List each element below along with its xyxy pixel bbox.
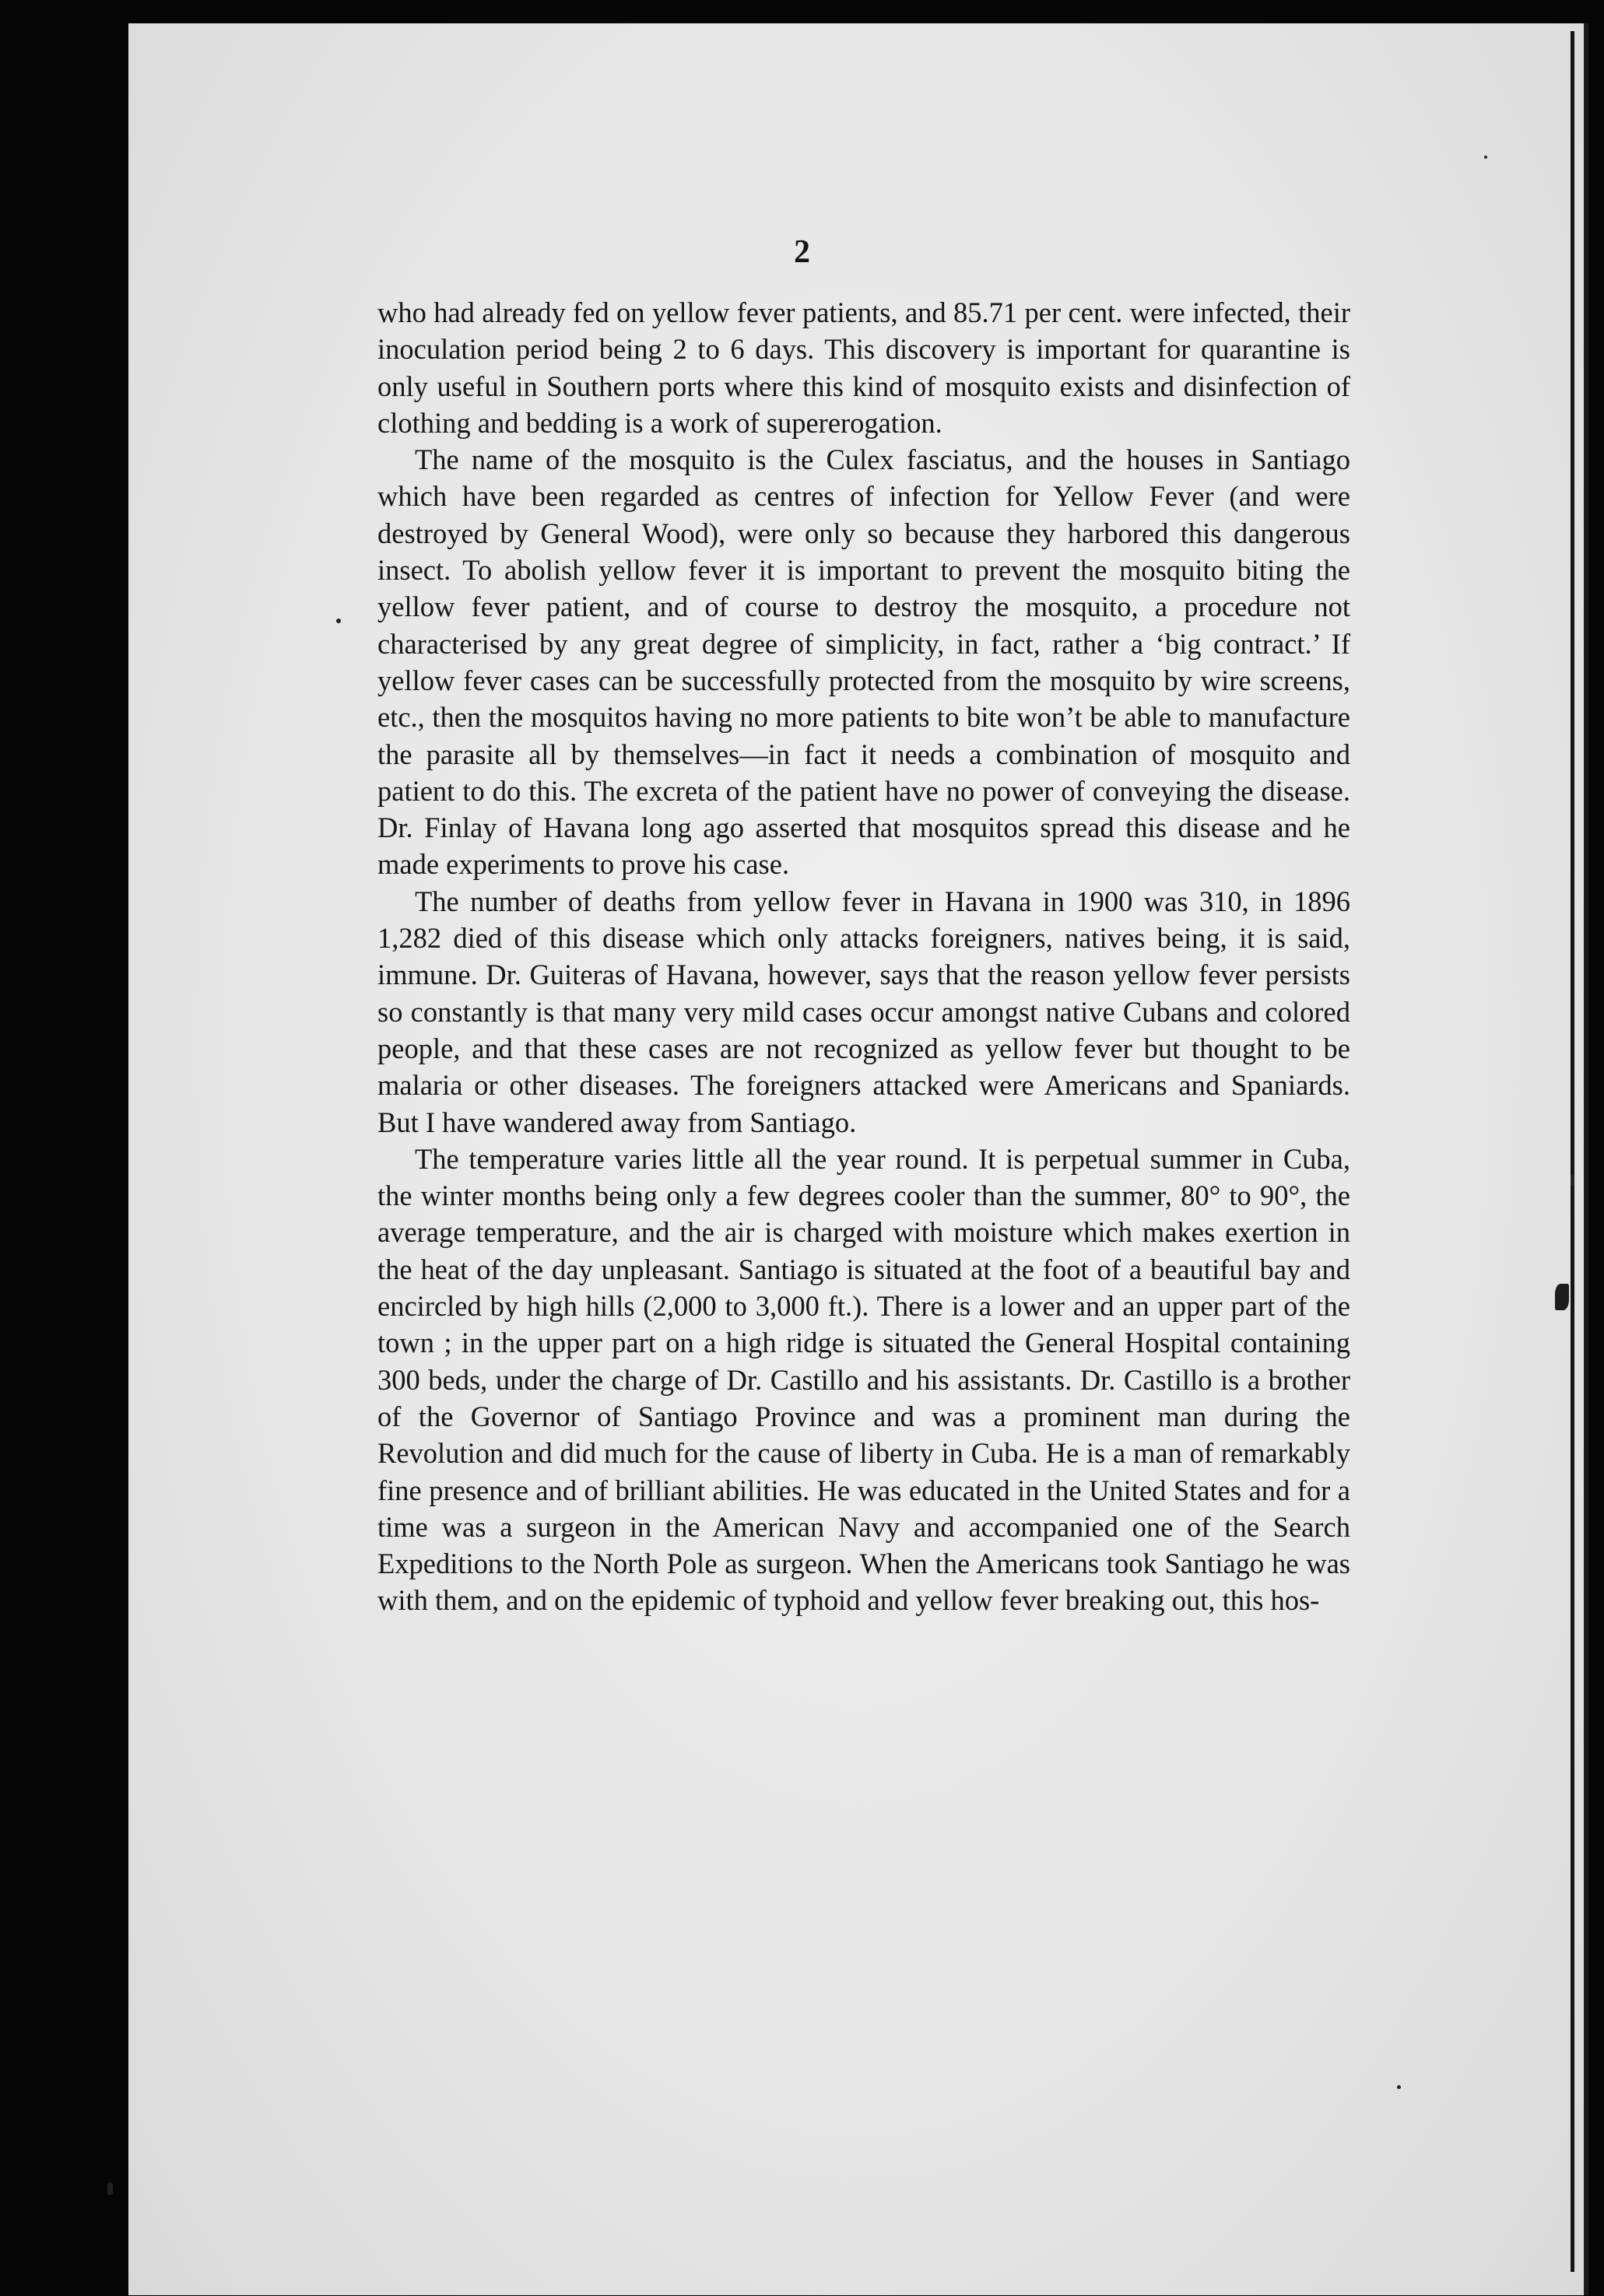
ink-speck [107, 2182, 113, 2195]
page-fold-line [1571, 31, 1574, 2272]
ink-speck [1555, 1284, 1569, 1310]
ink-speck [1484, 156, 1487, 159]
ink-speck [1397, 2085, 1401, 2089]
body-text [377, 294, 1350, 1619]
ink-speck [1571, 1175, 1574, 1186]
ink-speck [336, 619, 341, 623]
paragraph-2: The name of the mosquito is the Culex fasciatus, and the houses in Santiago which have been regarded as centres of infection for Yellow Fever (and were destroyed by General Wood), were only so because they harbored this dangerous insect. To abolish yellow fever it is important to prevent the mosquito biting the yellow fever patient, and of course to destroy the mosquito, a procedure not characterised by any great degree of simplicity, in fact, rather a ‘big contract.’ If yellow fever cases can be successfully protected from the mosquito by wire screens, etc., then the mosquitos having no more patients to bite won’t be able to manufacture the parasite all by themselves—in fact it needs a combination of mosquito and patient to do this. The excreta of the patient have no power of conveying the disease. Dr. Finlay of Havana long ago asserted that mosquitos spread this disease and he made experiments to prove his case. [377, 443, 1350, 881]
page-number: 2 [794, 234, 810, 270]
paragraph-3: The number of deaths from yellow fever in Havana in 1900 was 310, in 1896 1,282 died of this disease which only attacks foreigners, natives being, it is said, immune. Dr. Guiteras of Havana, however, says that the reason yellow fever persists so constantly is that many very mild cases occur amongst native Cubans and colored people, and that these cases are not recognized as yellow fever but thought to be malaria or other diseases. The foreigners attacked were Americans and Spaniards. But I have wandered away from Santiago. [377, 885, 1350, 1138]
paragraph-1: who had already fed on yellow fever patients, and 85.71 per cent. were infected, their inoculation period being 2 to 6 days. This discovery is important for quarantine is only useful in Southern ports where this kind of mosquito exists and disinfection of clothing and bedding is a work of supererogation. [377, 296, 1350, 439]
paragraph-4: The temperature varies little all the year round. It is perpetual summer in Cuba, the winter months being only a few degrees cooler than the summer, 80° to 90°, the average temperature, and the air is charged with moisture which makes exertion in the heat of the day unpleasant. Santiago is situated at the foot of a beautiful bay and encircled by high hills (2,000 to 3,000 ft.). There is a lower and an upper part of the town ; in the upper part on a high ridge is situated the General Hospital containing 300 beds, under the charge of Dr. Castillo and his assistants. Dr. Castillo is a brother of the Governor of Santiago Province and was a prominent man during the Revolution and did much for the cause of liberty in Cuba. He is a man of remarkably fine presence and of brilliant abilities. He was educated in the United States and for a time was a surgeon in the American Navy and accompanied one of the Search Expeditions to the North Pole as surgeon. When the Americans took Santiago he was with them, and on the epidemic of typhoid and yellow fever breaking out, this hos- [377, 1142, 1350, 1617]
